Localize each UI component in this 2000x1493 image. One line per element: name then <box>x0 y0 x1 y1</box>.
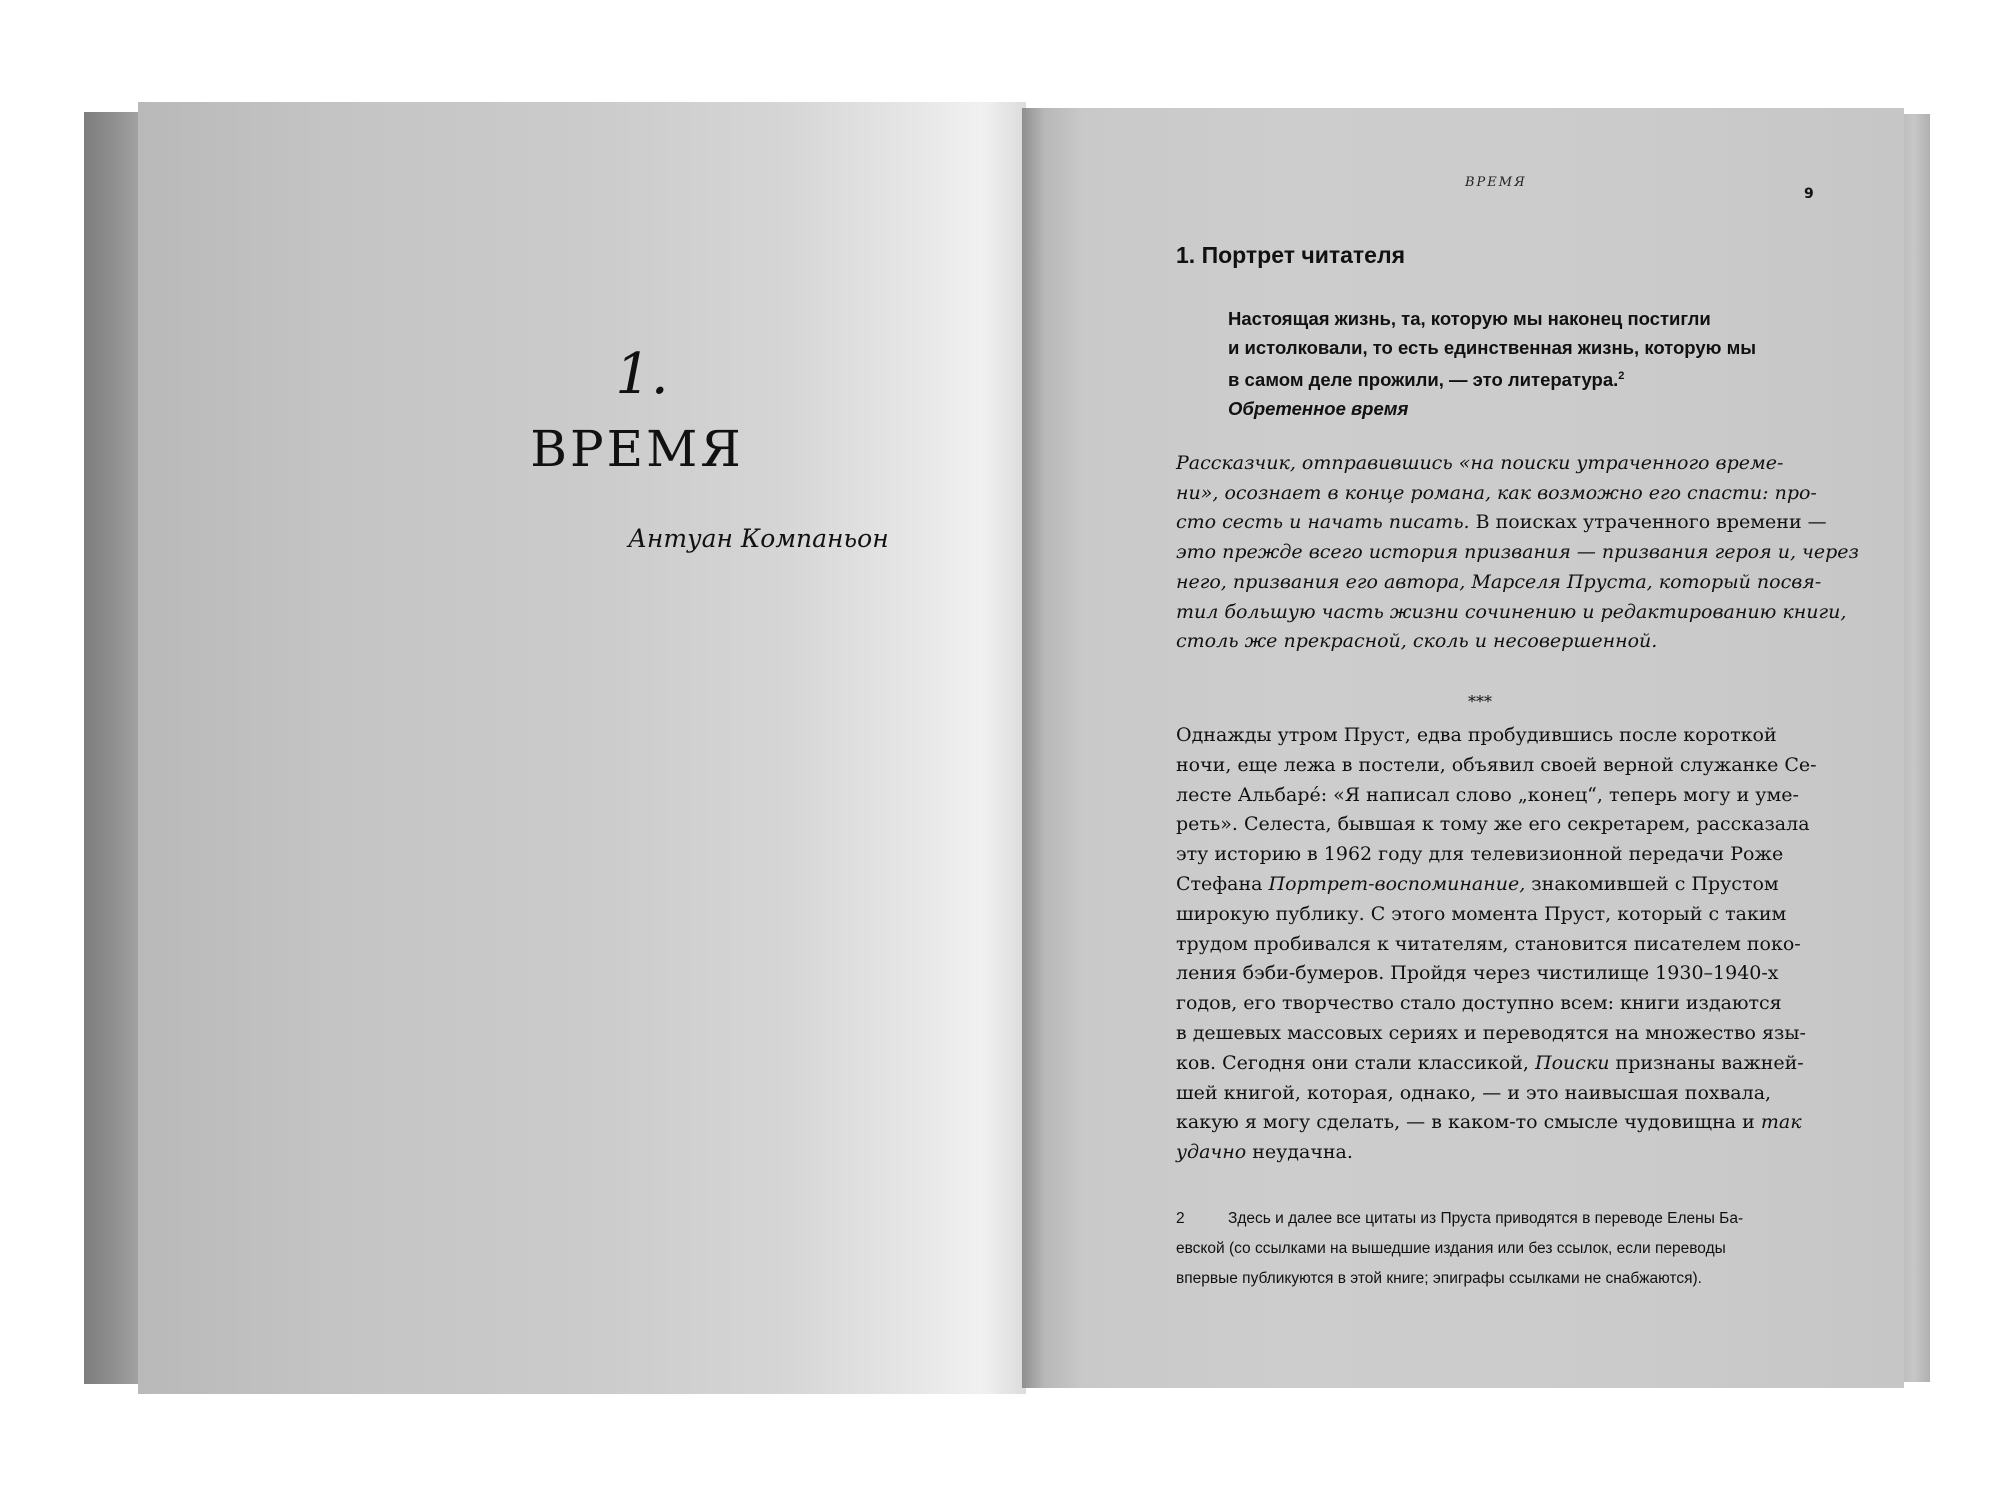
epigraph-line <box>1228 362 1828 394</box>
paragraph-line-text: неудачна. <box>1252 1141 1353 1164</box>
paragraph-line-tail: знакомившей с Прустом <box>1525 872 1779 895</box>
emphasis-italic: так <box>1760 1111 1802 1134</box>
epigraph-line: и истолковали, то есть единственная жизнь, которую мы <box>1228 337 1757 358</box>
left-page <box>138 102 1026 1394</box>
paragraph-line-upright: В поисках утраченного времени — <box>1469 511 1827 534</box>
right-page <box>1022 108 1904 1388</box>
paragraph-line: годов, его творчество стало доступно всем: книги издаются <box>1176 992 1782 1015</box>
paragraph-line: лесте Альбаре́: «Я написал слово „конец“, теперь могу и уме- <box>1176 783 1799 806</box>
chapter-author: Антуан Компаньон <box>628 524 889 553</box>
section-heading: 1. Портрет читателя <box>1176 242 1405 268</box>
title-italic: Портрет-воспоминание, <box>1268 872 1526 895</box>
paragraph-line <box>1176 1138 1816 1168</box>
paragraph-line-text: Стефана <box>1176 872 1263 895</box>
intro-paragraph <box>1176 449 1859 657</box>
left-page-edges <box>84 112 146 1384</box>
section-separator: *** <box>1468 692 1492 711</box>
paragraph-line-text: какую я могу сделать, — в каком-то смысле чудовищна и <box>1176 1111 1755 1134</box>
epigraph-source: Обретенное время <box>1228 398 1409 420</box>
paragraph-line-text: ков. Сегодня они стали классикой, <box>1176 1051 1529 1074</box>
epigraph <box>1228 304 1828 423</box>
paragraph-line: ления бэби-бумеров. Пройдя через чистилище 1930–1940-х <box>1176 962 1779 985</box>
paragraph-line <box>1176 870 1816 900</box>
title-italic: Поиски <box>1535 1051 1610 1074</box>
footnote <box>1176 1204 1816 1294</box>
paragraph-line: ночи, еще лежа в постели, объявил своей верной служанке Се- <box>1176 753 1817 776</box>
paragraph-line: шей книгой, которая, однако, — и это наивысшая похвала, <box>1176 1081 1772 1104</box>
footnote-line <box>1176 1204 1816 1234</box>
paragraph-line: столь же прекрасной, сколь и несовершенной. <box>1176 630 1658 653</box>
paragraph-line <box>1176 508 1827 538</box>
body-paragraph <box>1176 721 1816 1168</box>
footnote-reference: 2 <box>1618 370 1625 382</box>
paragraph-line: широкую публику. С этого момента Пруст, который с таким <box>1176 902 1787 925</box>
paragraph-line <box>1176 1108 1816 1138</box>
emphasis-italic: удачно <box>1176 1141 1247 1164</box>
chapter-title: ВРЕМЯ <box>530 420 744 478</box>
paragraph-line: в дешевых массовых сериях и переводятся на множество язы- <box>1176 1021 1806 1044</box>
paragraph-line: трудом пробивался к читателям, становится писателем поко- <box>1176 932 1801 955</box>
page-number: 9 <box>1804 186 1814 202</box>
paragraph-line: это прежде всего история призвания — призвания героя и, через <box>1176 541 1859 564</box>
paragraph-line: тил большую часть жизни сочинению и редактированию книги, <box>1176 600 1847 623</box>
paragraph-line-text: сто сесть и начать писать. <box>1176 511 1470 534</box>
paragraph-line: реть». Селеста, бывшая к тому же его секретарем, рассказала <box>1176 813 1810 836</box>
footnote-text: Здесь и далее все цитаты из Пруста приводятся в переводе Елены Ба- <box>1228 1210 1744 1227</box>
footnote-line: впервые публикуются в этой книге; эпиграфы ссылками не снабжаются). <box>1176 1270 1702 1287</box>
footnote-line: евской (со ссылками на вышедшие издания или без ссылок, если переводы <box>1176 1240 1726 1257</box>
paragraph-line <box>1176 1049 1816 1079</box>
paragraph-line: эту историю в 1962 году для телевизионной передачи Роже <box>1176 843 1784 866</box>
footnote-number: 2 <box>1176 1210 1185 1227</box>
paragraph-line-tail: признаны важней- <box>1609 1051 1804 1074</box>
running-head: ВРЕМЯ <box>1465 175 1527 190</box>
epigraph-line: Настоящая жизнь, та, которую мы наконец постигли <box>1228 308 1711 329</box>
paragraph-line: Однажды утром Пруст, едва пробудившись после короткой <box>1176 724 1777 746</box>
paragraph-line: Рассказчик, отправившись «на поиски утраченного време- <box>1176 452 1784 474</box>
epigraph-line-text: в самом деле прожили, — это литература. <box>1228 369 1619 391</box>
chapter-number: 1. <box>615 342 669 407</box>
paragraph-line: ни», осознает в конце романа, как возможно его спасти: про- <box>1176 481 1817 504</box>
paragraph-line: него, призвания его автора, Марселя Пруста, который посвя- <box>1176 570 1822 593</box>
